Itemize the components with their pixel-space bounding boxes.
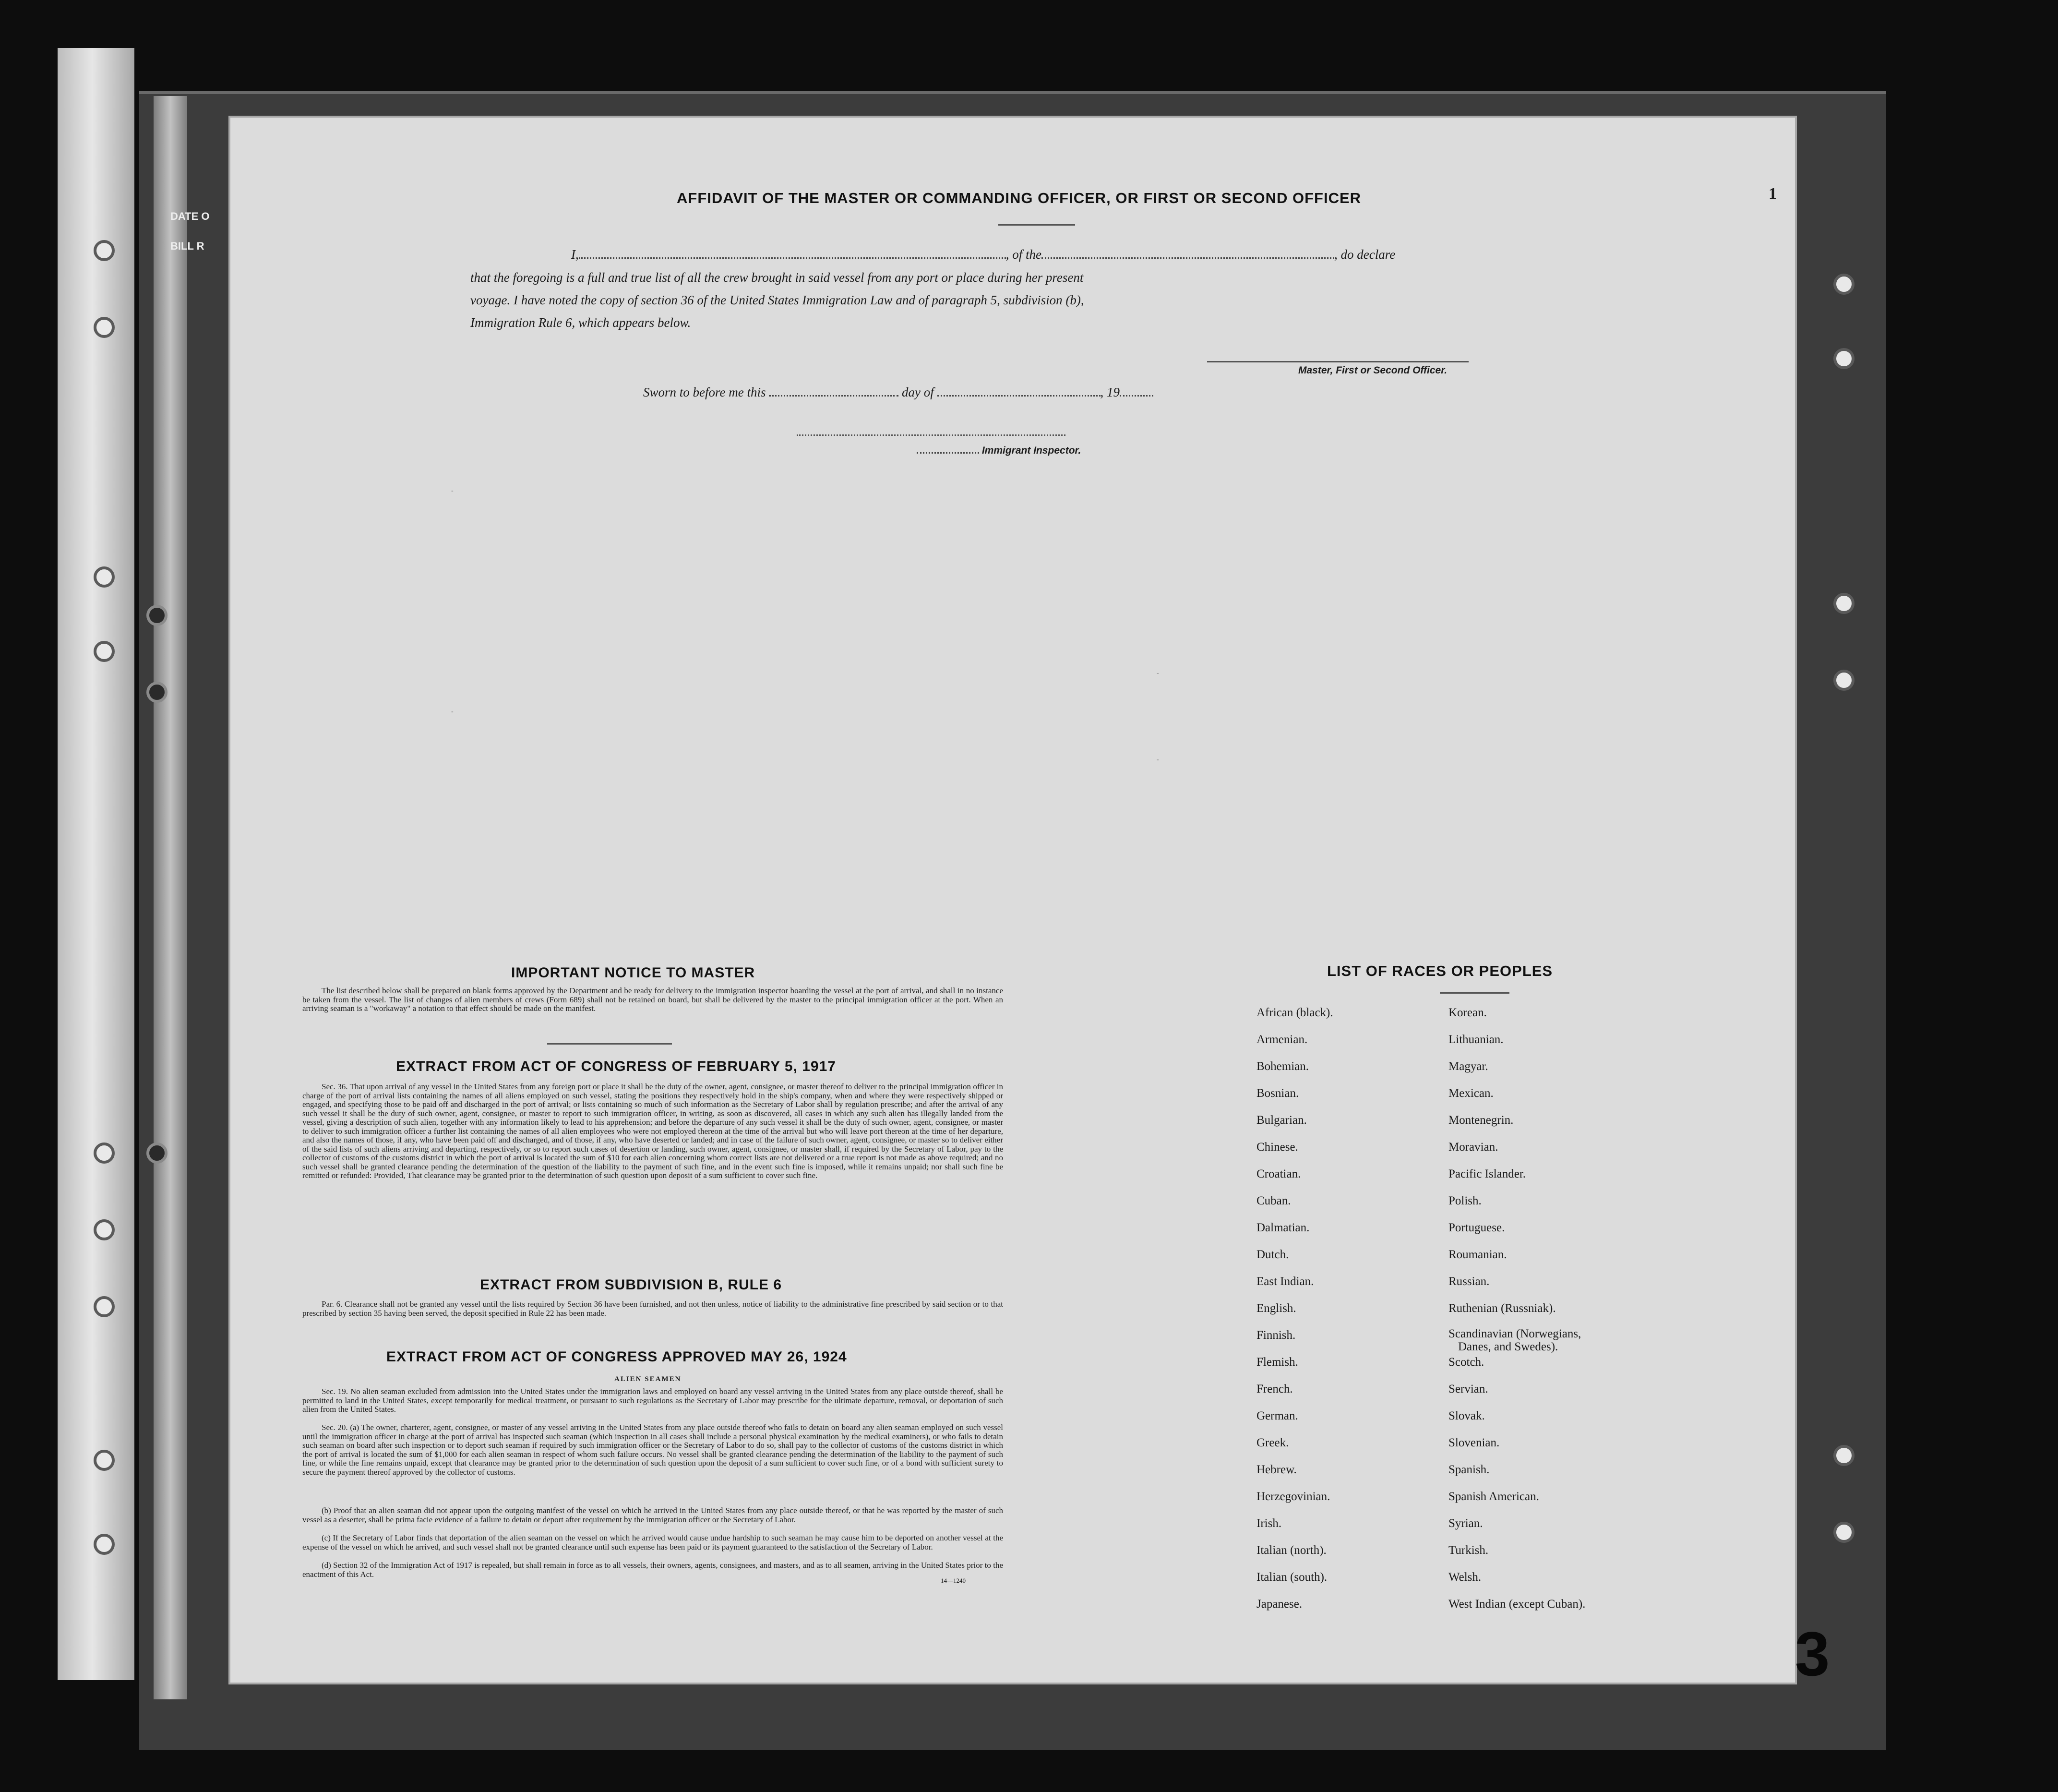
form-sheet [230,118,1795,1683]
race-item: Dutch. [1256,1248,1289,1261]
year-text: , 19 [1100,385,1120,399]
side-label-line2: BILL R [170,240,204,252]
binder-hole [94,1219,115,1240]
race-item: Spanish. [1448,1463,1490,1476]
races-rule [1440,992,1509,994]
year-field[interactable] [1120,395,1153,397]
race-item: Armenian. [1256,1033,1308,1046]
race-item: Ruthenian (Russniak). [1448,1302,1556,1315]
binder-hole [94,1450,115,1471]
race-item: Slovak. [1448,1409,1485,1422]
form-number: 14—1240 [941,1577,966,1584]
race-item: African (black). [1256,1006,1333,1019]
race-item: Servian. [1448,1383,1488,1395]
race-item: Pacific Islander. [1448,1167,1526,1180]
race-item: Magyar. [1448,1060,1488,1073]
vessel-field[interactable] [1041,257,1334,259]
binder-hole [1833,670,1855,691]
race-item: Moravian. [1448,1141,1498,1154]
section-rule [547,1043,672,1045]
binder-hole [1833,274,1855,295]
race-item: Hebrew. [1256,1463,1297,1476]
affidavit-do-declare: , do declare [1334,247,1396,262]
race-item: German. [1256,1409,1298,1422]
race-item: Bosnian. [1256,1087,1299,1100]
binder-hole [146,682,168,703]
notice-text: The list described below shall be prepared on blank forms approved by the Department and be ready for delivery to the immigration inspector boarding the vessel at the port of arrival, and shall in no instance be taken from the vessel. The list of changes of alien members of crews (Form 689) shall not be retained on board, but shall be delivered by the master to the principal immigration officer at the port. When an arriving seaman is a "workaway" a notation to that effect should be made on the manifest. [302,986,1003,1013]
binder-hole [146,1143,168,1164]
race-item: West Indian (except Cuban). [1448,1598,1586,1611]
race-item: Spanish American. [1448,1490,1539,1503]
sec20a-text: Sec. 20. (a) The owner, charterer, agent, consignee, or master of any vessel arriving in the United States from any place outside thereof who fails to detain on board any alien seaman employed on such vessel until the immigration officer in charge at the port of arrival has inspected such seaman (which inspection in all cases shall include a personal physical examination by the medical examiners), or who fails to detain such seaman on board after such inspection or to deport such seaman if required by such immigration officer or the Secretary of Labor to do so, shall pay to the collector of customs of the customs district in which the port of arrival is located the sum of $1,000 for each alien seaman in respect of whom such failure occurs. No vessel shall be granted clearance pending the determination of the liability to the payment of such fine, or while the fine remains unpaid, except that clearance may be granted prior to the determination of such question upon the deposit of a sum sufficient to cover such fine, or of a bond with sufficient surety to secure the payment thereof approved by the collector of customs. [302,1423,1003,1477]
signature-label: Master, First or Second Officer. [1298,365,1448,376]
extract-1917-text: Sec. 36. That upon arrival of any vessel in the United States from any foreign port or place it shall be the duty of the owner, agent, consignee, or master thereof to deliver to the principal immigration officer in charge of the port of arrival lists containing the names of all aliens employed on such vessel, stating the positions they respectively hold in the ship's company, when and where they were respectively shipped or engaged, and specifying those to be paid off and discharged in the port of arrival; or lists containing so much of such information as the Secretary of Labor shall by regulation prescribe; and after the arrival of any such vessel it shall be the duty of such owner, agent, consignee, or master to report to such immigration officer, in writing, as soon as discovered, all cases in which any such alien has illegally landed from the vessel, giving a description of such alien, together with any information likely to lead to his apprehension; and before the departure of any such vessel it shall be the duty of such owner, agent, consignee, or master to deliver to such immigration officer a further list containing the names of all alien employees who were not employed thereon at the time of the arrival but who will leave port thereon at the time of her departure, and also the names of those, if any, who have been paid off and discharged, and of those, if any, who have deserted or landed; and in case of the failure of such owner, agent, consignee, or master so to deliver either of the said lists of such aliens arriving and departing, respectively, or so to report such cases of desertion or landing, such owner, agent, consignee, or master shall, if required by the Secretary of Labor, pay to the collector of customs of the customs district in which the port of arrival is located the sum of $10 for each alien concerning whom correct lists are not delivered or a true report is not made as above required; and no such vessel shall be granted clearance pending the determination of the question of the liability to the payment of such fine, and in the event such fine is imposed, while it remains unpaid; nor shall such fine be remitted or refunded: Provided, That clearance may be granted prior to the determination of such question upon deposit of a sum sufficient to cover such fine. [302,1082,1003,1180]
affidavit-of-the: , of the [1005,247,1041,262]
inspector-label-text: Immigrant Inspector. [981,445,1081,456]
race-item-continued: Danes, and Swedes). [1458,1340,1558,1353]
race-item: Bulgarian. [1256,1114,1307,1127]
race-item: Russian. [1448,1275,1490,1288]
race-item: Cuban. [1256,1194,1291,1207]
corner-number: 3 [1795,1619,1830,1689]
binder-hole [94,566,115,588]
extract-1924-title: EXTRACT FROM ACT OF CONGRESS APPROVED MAY 26, 1924 [386,1349,847,1365]
race-item: Scotch. [1448,1356,1484,1369]
inspector-signature-line[interactable] [797,434,1065,436]
sworn-day-field[interactable] [769,395,898,397]
margin-mark: - [1157,756,1159,763]
race-item: French. [1256,1383,1293,1395]
extract-1917-title: EXTRACT FROM ACT OF CONGRESS OF FEBRUARY 5, 1917 [396,1058,836,1074]
race-item: Roumanian. [1448,1248,1507,1261]
sec20b-text: (b) Proof that an alien seaman did not appear upon the outgoing manifest of the vessel on which he arrived in the United States from any place outside thereof, or that he was reported by the master of such vessel as a deserter, shall be prima facie evidence of a failure to detain or deport after requirement by the immigration officer or the Secretary of Labor. [302,1506,1003,1524]
affidavit-line-1 [571,247,1395,262]
binder-hole [1833,593,1855,614]
race-item: Chinese. [1256,1141,1298,1154]
affidavit-title: AFFIDAVIT OF THE MASTER OR COMMANDING OFFICER, OR FIRST OR SECOND OFFICER [677,190,1362,206]
binder-hole [1833,1445,1855,1466]
binder-hole [1833,348,1855,369]
margin-mark: - [1157,670,1159,677]
name-field[interactable] [579,257,1006,259]
binder-hole [146,605,168,626]
inspector-dots [917,452,979,454]
side-label-line1: DATE O [170,210,210,222]
binder-strip [58,48,134,1680]
race-item: Lithuanian. [1448,1033,1504,1046]
race-item: Mexican. [1448,1087,1494,1100]
race-item: Herzegovinian. [1256,1490,1330,1503]
binder-hole [94,641,115,662]
race-item: English. [1256,1302,1296,1315]
day-of-text: day of [902,385,934,399]
binder-hole [94,317,115,338]
page-number: 1 [1769,185,1777,203]
binder-hole [94,1534,115,1555]
title-rule [998,224,1075,226]
extract-rule6-title: EXTRACT FROM SUBDIVISION B, RULE 6 [480,1277,782,1293]
affidavit-line-4: Immigration Rule 6, which appears below. [470,315,691,330]
race-item: Polish. [1448,1194,1482,1207]
race-item: Slovenian. [1448,1436,1500,1449]
inspector-label [917,445,1081,457]
month-field[interactable] [937,395,1101,397]
side-label [170,202,209,261]
sworn-line [643,385,1153,400]
sworn-text: Sworn to before me this [643,385,766,399]
race-item: Korean. [1448,1006,1487,1019]
race-item: Dalmatian. [1256,1221,1310,1234]
race-item: East Indian. [1256,1275,1314,1288]
affidavit-i: I, [571,247,579,262]
race-item: Syrian. [1448,1517,1483,1530]
signature-line[interactable] [1207,361,1469,362]
race-item: Croatian. [1256,1167,1301,1180]
sec20c-text: (c) If the Secretary of Labor finds that deportation of the alien seaman on the vessel on which he arrived would cause undue hardship to such seaman he may cause him to be deported on another vessel at the expense of the vessel on which he arrived, and such vessel shall not be granted clearance until such expense has been paid or its payment guaranteed to the satisfaction of the Secretary of Labor. [302,1533,1003,1551]
sec19-text: Sec. 19. No alien seaman excluded from admission into the United States under the immigration laws and employed on board any vessel arriving in the United States from any place outside thereof, shall be permitted to land in the United States, except temporarily for medical treatment, or pursuant to such regulations as the Secretary of Labor may prescribe for the ultimate departure, removal, or deportation of such alien from the United States. [302,1387,1003,1414]
sec20d-text: (d) Section 32 of the Immigration Act of 1917 is repealed, but shall remain in force as to all vessels, their owners, agents, consignees, and masters, and as to all seamen, arriving in the United States prior to the enactment of this Act. [302,1561,1003,1579]
race-item: Welsh. [1448,1571,1482,1584]
binder-hole [94,1296,115,1317]
race-item: Greek. [1256,1436,1289,1449]
affidavit-line-3: voyage. I have noted the copy of section 36 of the United States Immigration Law and of paragraph 5, subdivision (b), [470,293,1084,307]
extract-rule6-text: Par. 6. Clearance shall not be granted any vessel until the lists required by Section 36 have been furnished, and not then unless, notice of liability to the administrative fine prescribed by said section or to that prescribed by section 35 having been served, the deposit specified in Rule 22 has been made. [302,1299,1003,1318]
race-item: Montenegrin. [1448,1114,1514,1127]
race-item: Japanese. [1256,1598,1303,1611]
affidavit-line-2: that the foregoing is a full and true list of all the crew brought in said vessel from any port or place during her present [470,270,1084,285]
race-item: Italian (north). [1256,1544,1327,1557]
alien-seamen-subtitle: ALIEN SEAMEN [614,1375,682,1383]
binder-hole [94,240,115,261]
race-item: Bohemian. [1256,1060,1309,1073]
races-title: LIST OF RACES OR PEOPLES [1327,962,1553,979]
binder-hole [94,1143,115,1164]
race-item: Portuguese. [1448,1221,1505,1234]
margin-mark: - [451,708,454,715]
race-item: Flemish. [1256,1356,1298,1369]
race-item: Turkish. [1448,1544,1489,1557]
race-item: Italian (south). [1256,1571,1328,1584]
race-item: Irish. [1256,1517,1282,1530]
margin-mark: - [451,487,454,494]
race-item: Finnish. [1256,1329,1296,1342]
binder-edge [154,96,187,1699]
notice-title: IMPORTANT NOTICE TO MASTER [511,965,755,981]
race-item: Scandinavian (Norwegians, [1448,1327,1581,1340]
binder-hole [1833,1522,1855,1543]
